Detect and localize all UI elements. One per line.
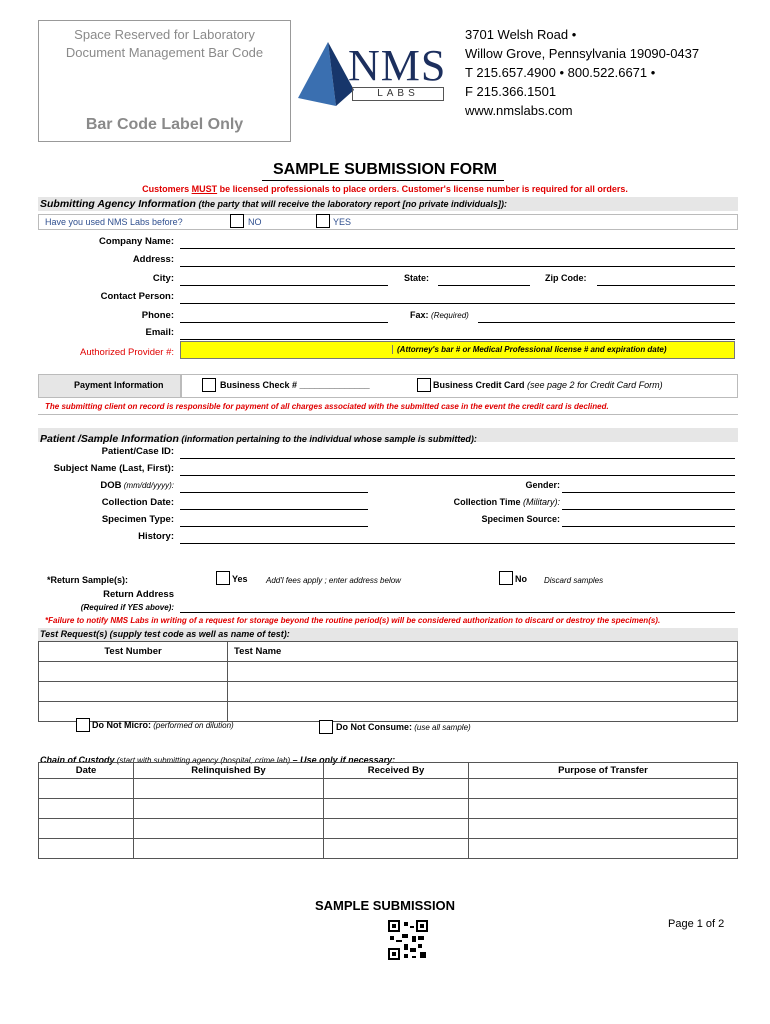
- gender-field[interactable]: [562, 492, 735, 493]
- phone-label: Phone:: [141, 310, 174, 321]
- test-request-table: [38, 641, 738, 722]
- email-label: Email:: [145, 327, 174, 338]
- notice-post: be licensed professionals to place orders. Customer's license number is required for all orders.: [217, 184, 628, 194]
- return-no-checkbox[interactable]: [499, 571, 513, 585]
- company-name-label: Company Name:: [99, 236, 174, 247]
- contact-person-field[interactable]: [180, 303, 735, 304]
- dob-field[interactable]: [180, 492, 368, 493]
- state-label: State:: [404, 273, 430, 283]
- email-field[interactable]: [180, 339, 735, 340]
- agency-heading: [40, 198, 507, 210]
- pyramid-logo-icon: [296, 40, 356, 106]
- table-row[interactable]: [39, 799, 738, 819]
- provider-note: (Attorney's bar # or Medical Professional license # and expiration date): [392, 345, 667, 354]
- table-row[interactable]: [39, 682, 738, 702]
- address-field[interactable]: [180, 266, 735, 267]
- dob-format: (mm/dd/yyyy):: [121, 481, 174, 490]
- return-sample-label: *Return Sample(s):: [47, 575, 129, 585]
- micro-note: (performed on dilution): [151, 721, 234, 730]
- address-line4: F 215.366.1501: [465, 84, 557, 99]
- custody-date-header: Date: [39, 763, 134, 779]
- lab-address: [465, 25, 699, 120]
- custody-heading-end: – Use only if necessary:: [290, 755, 396, 765]
- fax-label-text: Fax:: [410, 310, 429, 320]
- collection-date-field[interactable]: [180, 509, 368, 510]
- table-row[interactable]: [39, 662, 738, 682]
- page-number: Page 1 of 2: [668, 918, 725, 930]
- fax-field[interactable]: [478, 322, 735, 323]
- license-notice: [0, 184, 770, 194]
- storage-warning: *Failure to notify NMS Labs in writing of a request for storage beyond the routine period(s) will be considered authorization to discard or destroy the specimen(s).: [45, 616, 661, 625]
- subject-name-field[interactable]: [180, 475, 735, 476]
- address-line2: Willow Grove, Pennsylvania 19090-0437: [465, 46, 700, 61]
- specimen-type-label: Specimen Type:: [101, 514, 174, 525]
- state-field[interactable]: [438, 285, 530, 286]
- address-line3: T 215.657.4900 • 800.522.6671 •: [465, 65, 656, 80]
- barcode-reserved-box: [38, 20, 291, 142]
- address-line5: www.nmslabs.com: [465, 103, 573, 118]
- company-name-field[interactable]: [180, 248, 735, 249]
- return-address-label: Return Address: [103, 589, 174, 600]
- dob-label: [14, 480, 174, 491]
- table-row[interactable]: [39, 819, 738, 839]
- barcode-box-line1: Space Reserved for Laboratory: [74, 27, 255, 42]
- do-not-consume-label: [336, 722, 471, 732]
- custody-purpose-header: Purpose of Transfer: [469, 763, 738, 779]
- consume-text: Do Not Consume:: [336, 722, 412, 732]
- return-address-field[interactable]: [180, 612, 735, 613]
- custody-heading-label: Chain of Custody: [40, 755, 115, 765]
- used-before-no-checkbox[interactable]: [230, 214, 244, 228]
- form-title: SAMPLE SUBMISSION FORM: [272, 161, 497, 178]
- do-not-consume-checkbox[interactable]: [319, 720, 333, 734]
- return-no-label: No: [515, 574, 527, 584]
- do-not-micro-label: [92, 720, 234, 730]
- table-row[interactable]: [39, 779, 738, 799]
- credit-card-text: Business Credit Card: [433, 380, 525, 390]
- zip-label: Zip Code:: [545, 273, 587, 283]
- table-row[interactable]: [39, 702, 738, 722]
- patient-heading-label: Patient /Sample Information: [40, 433, 179, 445]
- fax-label: [410, 310, 469, 320]
- used-before-yes-label: YES: [333, 217, 352, 227]
- case-id-field[interactable]: [180, 458, 735, 459]
- used-before-label: Have you used NMS Labs before?: [45, 217, 183, 227]
- micro-text: Do Not Micro:: [92, 720, 151, 730]
- test-number-header: Test Number: [39, 642, 228, 662]
- nms-logo: [296, 40, 456, 106]
- collection-time-label: [400, 497, 560, 507]
- business-check-checkbox[interactable]: [202, 378, 216, 392]
- agency-heading-note: (the party that will receive the laboratory report [no private individuals]):: [195, 199, 508, 209]
- notice-must: MUST: [191, 184, 218, 194]
- subject-name-label: Subject Name (Last, First):: [53, 463, 174, 474]
- city-label: City:: [152, 273, 174, 284]
- collection-time-text: Collection Time: [453, 497, 521, 507]
- specimen-source-label: Specimen Source:: [481, 514, 560, 524]
- custody-received-header: Received By: [324, 763, 469, 779]
- contact-person-label: Contact Person:: [100, 291, 174, 302]
- history-label: History:: [138, 531, 174, 542]
- return-no-note: Discard samples: [544, 576, 604, 585]
- used-before-yes-checkbox[interactable]: [316, 214, 330, 228]
- city-field[interactable]: [180, 285, 388, 286]
- gender-label: Gender:: [525, 480, 560, 490]
- barcode-box-line2: Document Management Bar Code: [65, 45, 264, 60]
- do-not-micro-checkbox[interactable]: [76, 718, 90, 732]
- dob-text: DOB: [100, 480, 122, 491]
- custody-relinquished-header: Relinquished By: [134, 763, 324, 779]
- collection-time-field[interactable]: [562, 509, 735, 510]
- used-before-no-label: NO: [248, 217, 262, 227]
- test-name-header: Test Name: [228, 642, 738, 662]
- table-row[interactable]: [39, 839, 738, 859]
- return-yes-checkbox[interactable]: [216, 571, 230, 585]
- specimen-type-field[interactable]: [180, 526, 368, 527]
- logo-sub: LABS: [352, 87, 444, 101]
- phone-field[interactable]: [180, 322, 388, 323]
- specimen-source-field[interactable]: [562, 526, 735, 527]
- notice-pre: Customers: [142, 184, 192, 194]
- return-yes-label: Yes: [232, 574, 248, 584]
- custody-table: [38, 762, 738, 859]
- qr-code-icon: [388, 920, 428, 960]
- agency-heading-label: Submitting Agency Information: [40, 198, 196, 210]
- business-credit-card-checkbox[interactable]: [417, 378, 431, 392]
- patient-heading: [40, 429, 477, 447]
- collection-time-format: (Military):: [520, 497, 560, 507]
- logo-text: NMS: [348, 41, 447, 90]
- barcode-box-label: Bar Code Label Only: [85, 116, 244, 133]
- patient-heading-note: (information pertaining to the individual whose sample is submitted):: [178, 434, 477, 444]
- credit-card-note: (see page 2 for Credit Card Form): [524, 380, 663, 390]
- history-field[interactable]: [180, 543, 735, 544]
- authorized-provider-label: Authorized Provider #:: [80, 347, 174, 358]
- address-line1: 3701 Welsh Road •: [465, 27, 577, 42]
- case-id-label: Patient/Case ID:: [101, 446, 174, 457]
- consume-note: (use all sample): [412, 723, 471, 732]
- fax-required: (Required): [431, 311, 469, 320]
- test-request-heading: Test Request(s) (supply test code as well as name of test):: [40, 629, 290, 639]
- payment-info-label: Payment Information: [74, 380, 164, 390]
- return-yes-note: Add'l fees apply ; enter address below: [266, 576, 401, 585]
- address-label: Address:: [132, 254, 174, 265]
- zip-field[interactable]: [597, 285, 735, 286]
- business-check-label: Business Check # ______________: [220, 380, 370, 390]
- return-address-required: (Required if YES above):: [80, 603, 174, 612]
- footer-title: SAMPLE SUBMISSION: [314, 898, 456, 913]
- credit-card-label: [433, 380, 663, 390]
- payment-disclaimer: The submitting client on record is responsible for payment of all charges associated with the submitted case in the event the credit card is declined.: [45, 402, 609, 411]
- collection-date-label: Collection Date:: [101, 497, 174, 508]
- custody-heading-note: (start with submitting agency (hospital, crime lab): [114, 756, 291, 765]
